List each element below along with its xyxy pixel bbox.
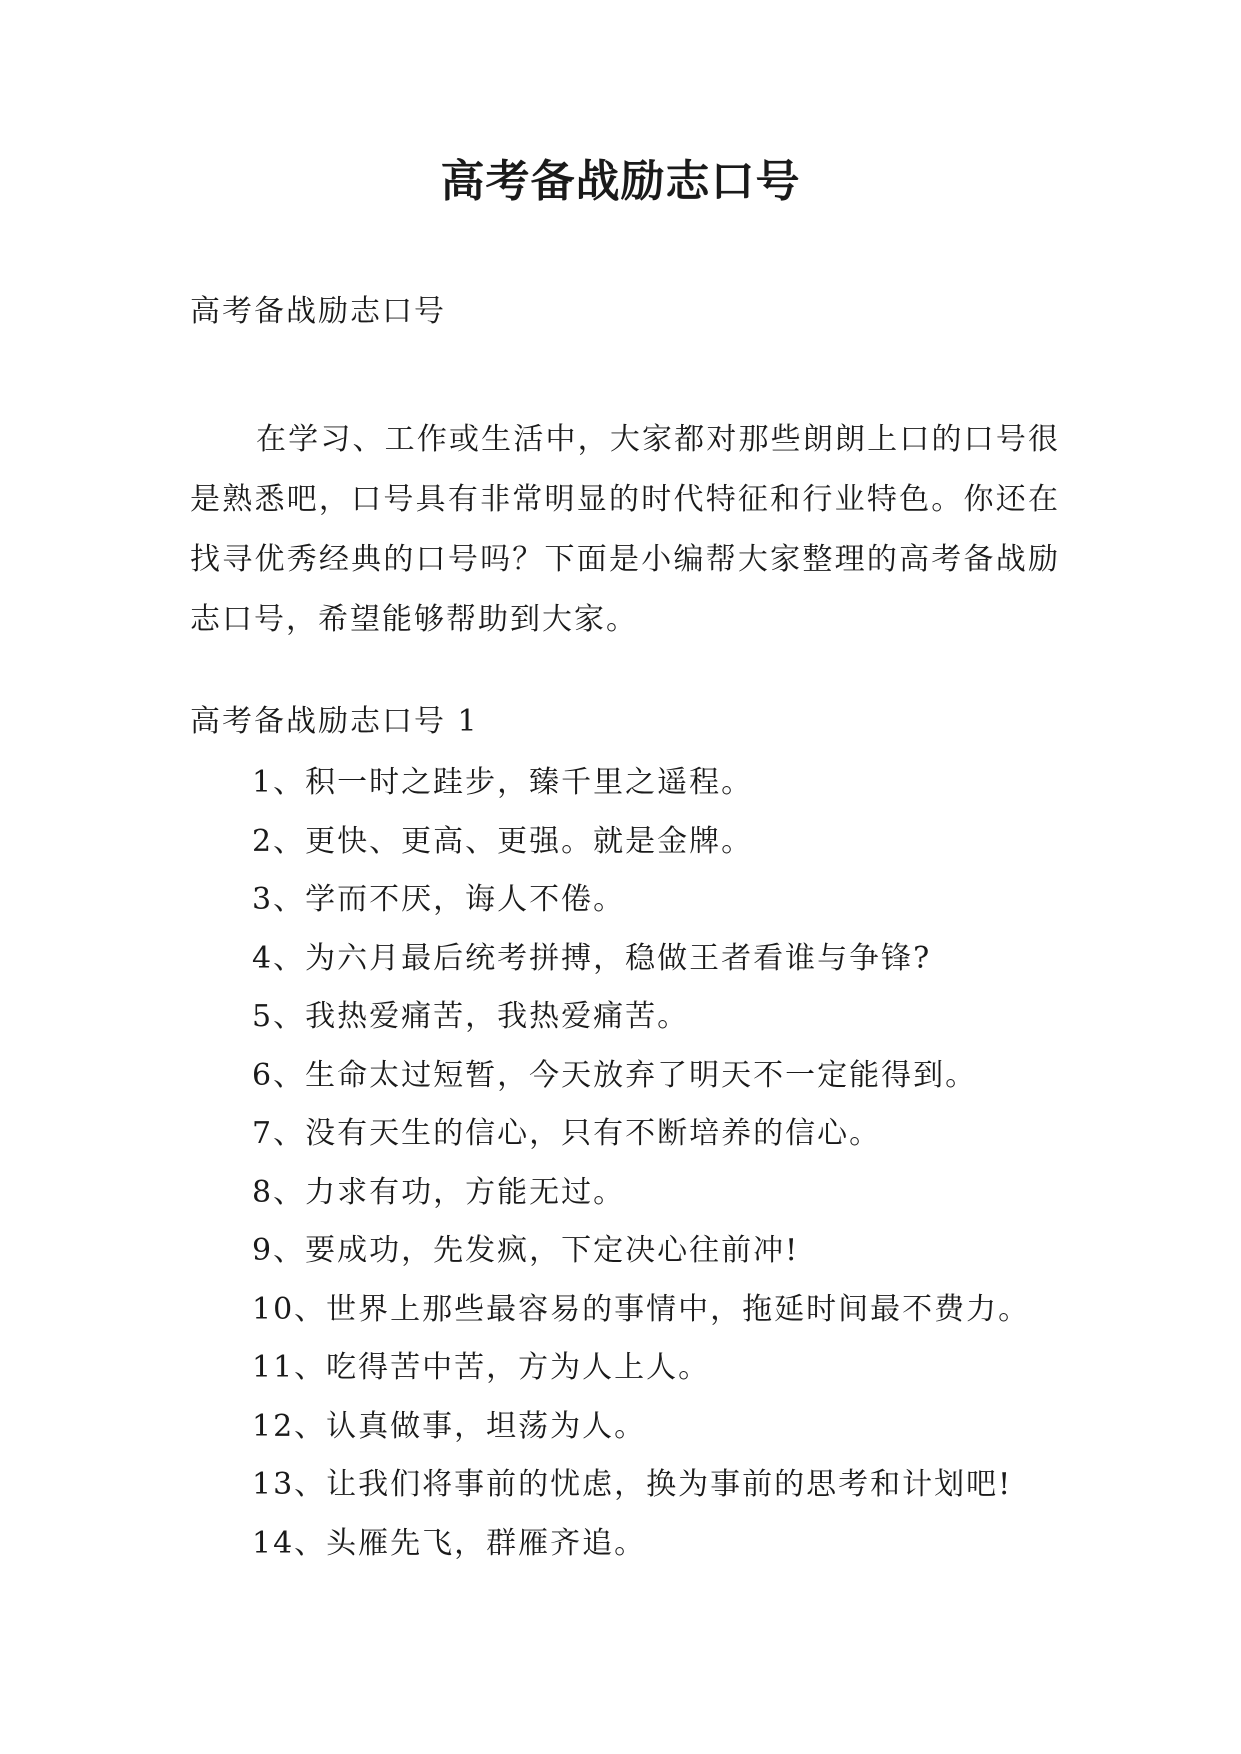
slogan-item: 7、没有天生的信心，只有不断培养的信心。 <box>252 1116 882 1151</box>
slogan-item: 5、我热爱痛苦，我热爱痛苦。 <box>252 999 690 1034</box>
document-subtitle: 高考备战励志口号 <box>190 294 446 329</box>
slogan-item: 12、认真做事，坦荡为人。 <box>252 1408 647 1444</box>
slogan-list <box>252 754 1030 1573</box>
slogan-item: 4、为六月最后统考拼搏，稳做王者看谁与争锋? <box>252 940 932 976</box>
slogan-item: 11、吃得苦中苦，方为人上人。 <box>252 1350 711 1385</box>
slogan-item: 6、生命太过短暂，今天放弃了明天不一定能得到。 <box>252 1057 978 1093</box>
slogan-item: 13、让我们将事前的忧虑，换为事前的思考和计划吧! <box>252 1467 1013 1502</box>
slogan-item: 2、更快、更高、更强。就是金牌。 <box>252 823 754 859</box>
intro-paragraph: 在学习、工作或生活中，大家都对那些朗朗上口的口号很是熟悉吧，口号具有非常明显的时代特征和行业特色。你还在找寻优秀经典的口号吗？下面是小编帮大家整理的高考备战励志口号，希望能够帮助到大家。 <box>190 422 1060 637</box>
document-title: 高考备战励志口号 <box>440 156 801 207</box>
slogan-item: 8、力求有功，方能无过。 <box>252 1174 626 1210</box>
slogan-item: 9、要成功，先发疯，下定决心往前冲! <box>252 1233 800 1268</box>
intro-paragraph-block <box>190 410 1060 650</box>
slogan-item: 10、世界上那些最容易的事情中，拖延时间最不费力。 <box>252 1291 1031 1327</box>
slogan-item: 3、学而不厌，诲人不倦。 <box>252 882 626 917</box>
slogan-item: 14、头雁先飞，群雁齐追。 <box>252 1525 647 1561</box>
slogan-item: 1、积一时之跬步，臻千里之遥程。 <box>252 765 754 800</box>
section-heading: 高考备战励志口号 1 <box>190 704 479 739</box>
